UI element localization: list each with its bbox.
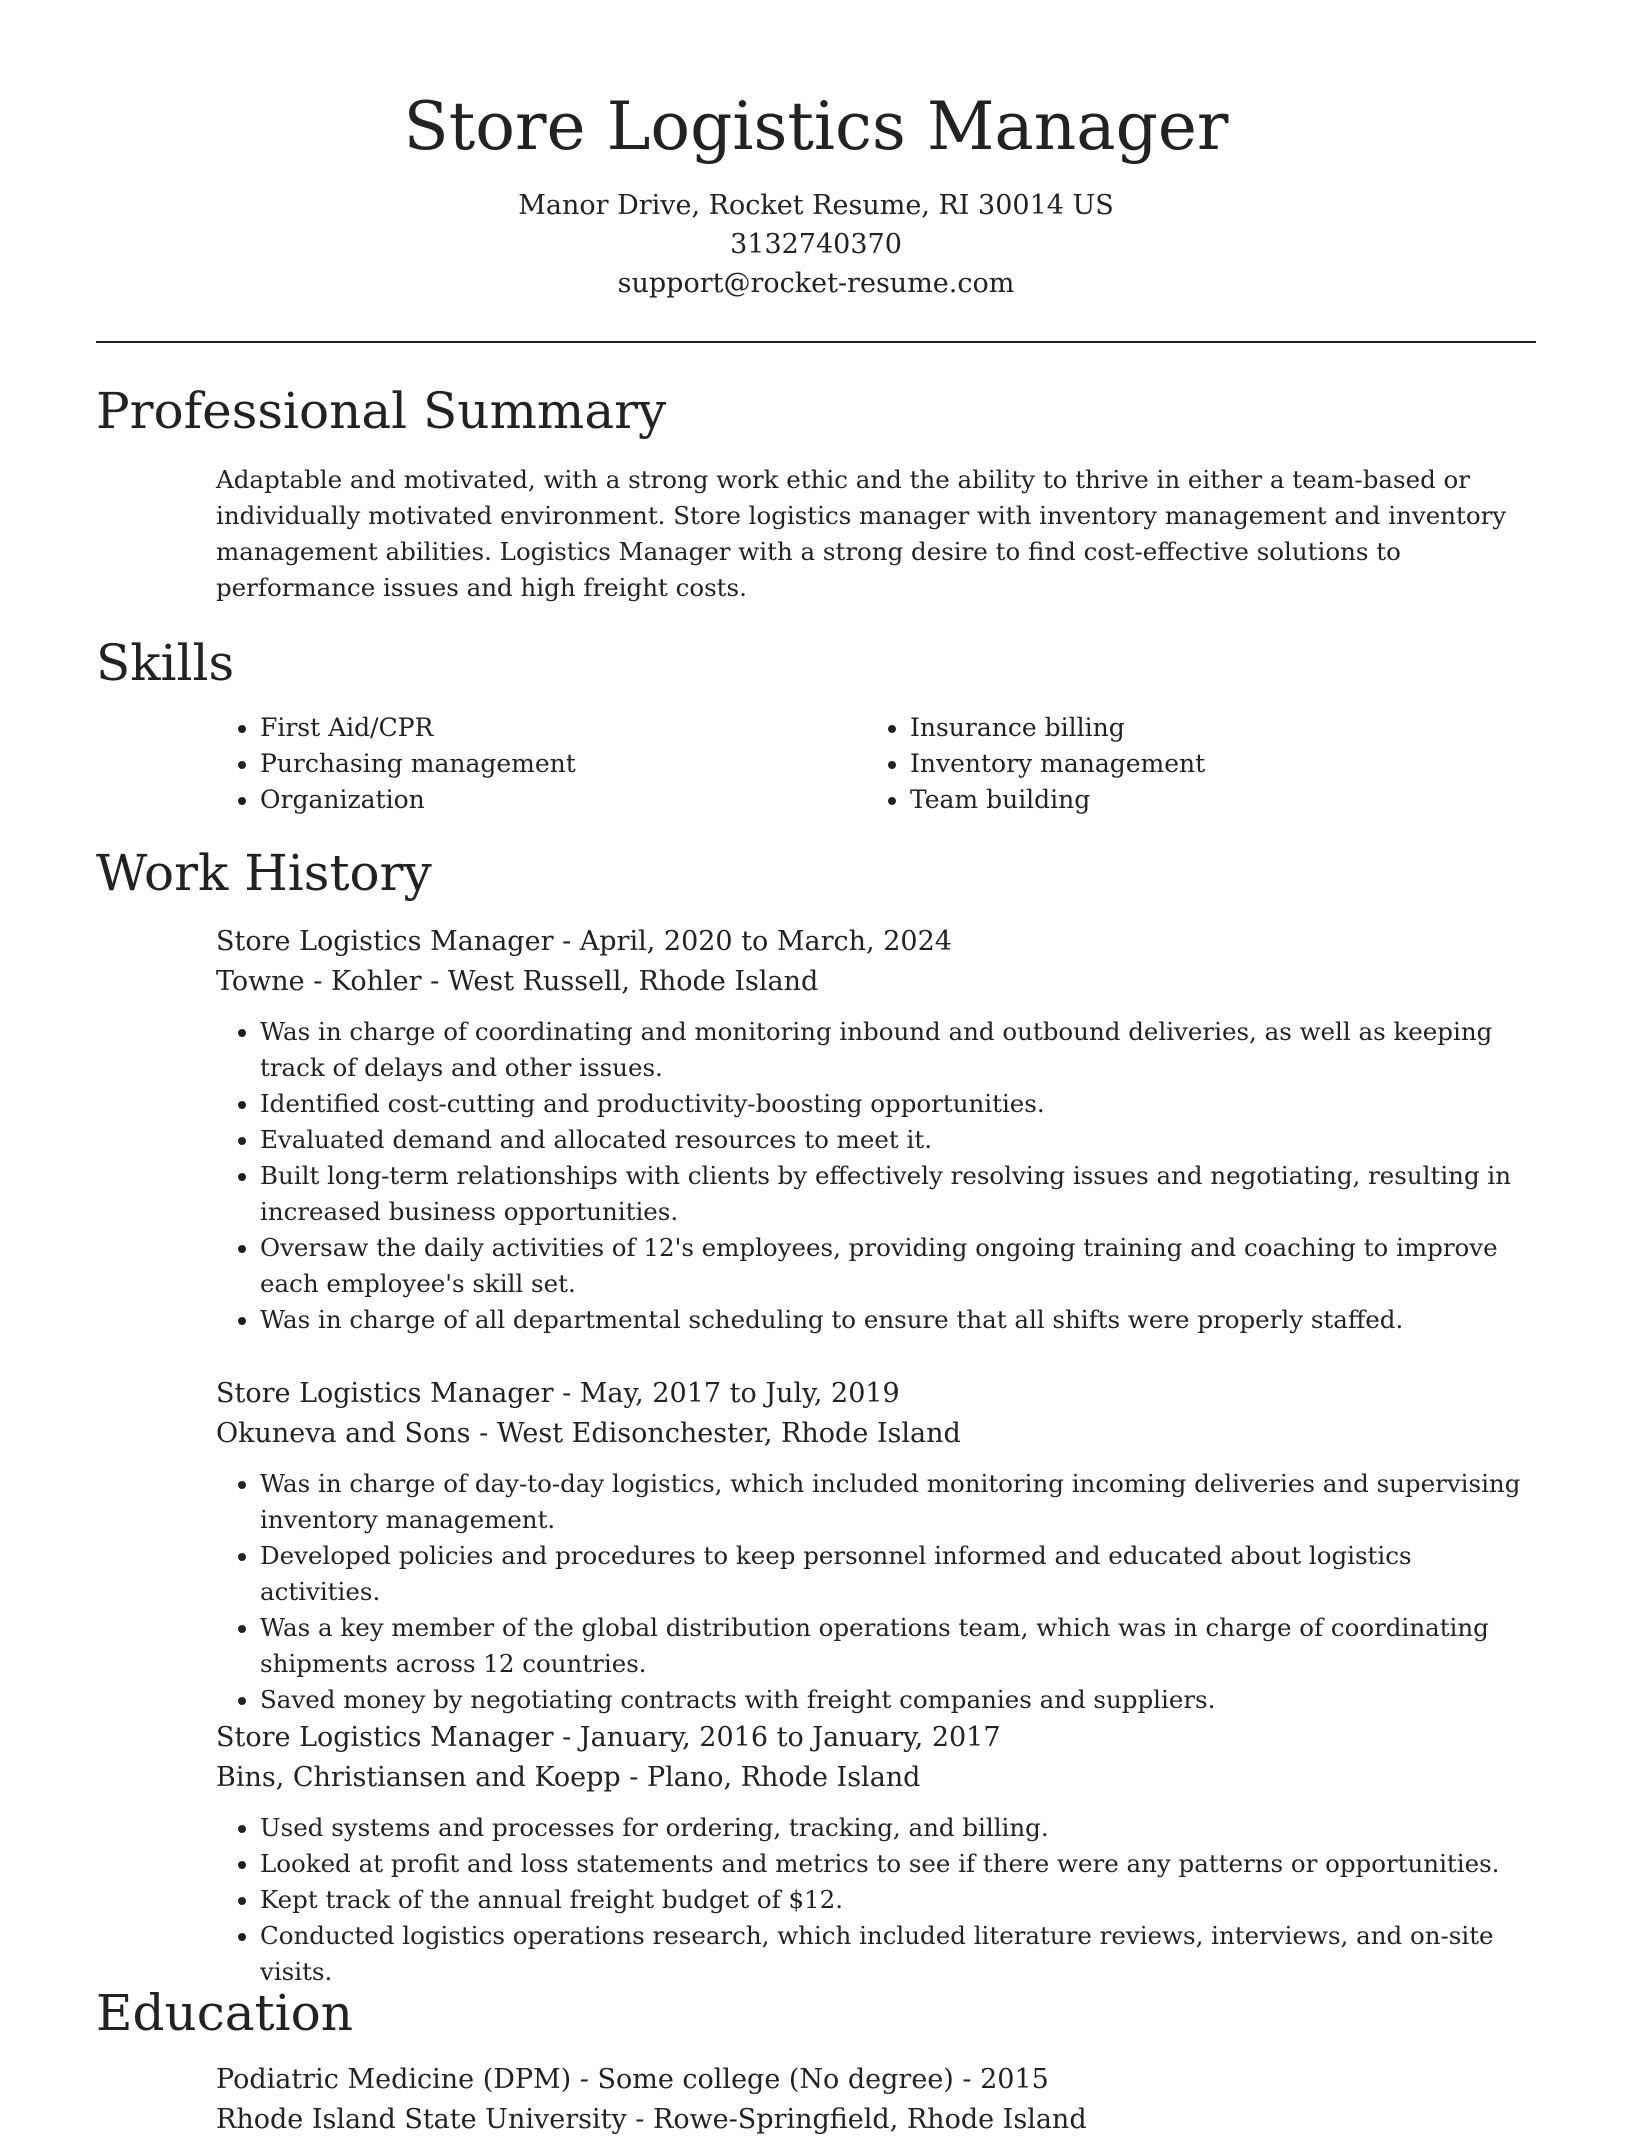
job-bullet: • Saved money by negotiating contracts with freight companies and suppliers. — [260, 1682, 1536, 1718]
work-history-heading: Work History — [96, 844, 432, 902]
education-entry — [216, 2060, 1536, 2140]
education-details: - Some college (No degree) - 2015 — [571, 2064, 1049, 2095]
job-location: - Plano, Rhode Island — [620, 1762, 921, 1793]
contact-block — [0, 186, 1632, 303]
education-degree-line — [216, 2060, 1536, 2100]
skill-item: • Purchasing management — [260, 746, 576, 782]
education-degree: Podiatric Medicine (DPM) — [216, 2064, 572, 2095]
job-entry — [216, 922, 1536, 1338]
job-bullet: • Built long-term relationships with clients by effectively resolving issues and negotiating, resulting in increased business opportunities. — [260, 1158, 1536, 1230]
job-company: Towne - Kohler — [216, 966, 422, 997]
skill-item: • Organization — [260, 782, 576, 818]
job-bullet: • Was in charge of day-to-day logistics, which included monitoring incoming deliveries and supervising inventory management. — [260, 1466, 1536, 1538]
job-dates: - May, 2017 to July, 2019 — [553, 1378, 900, 1409]
skill-item: • Inventory management — [910, 746, 1205, 782]
education-school: Rhode Island State University — [216, 2104, 627, 2135]
contact-address: Manor Drive, Rocket Resume, RI 30014 US — [518, 190, 1114, 221]
job-bullets — [216, 1466, 1536, 1718]
contact-email: support@rocket-resume.com — [617, 268, 1015, 299]
job-company: Bins, Christiansen and Koepp — [216, 1762, 621, 1793]
job-bullet: • Kept track of the annual freight budget of $12. — [260, 1882, 1536, 1918]
job-dates: - January, 2016 to January, 2017 — [553, 1722, 1001, 1753]
job-bullet: • Was a key member of the global distribution operations team, which was in charge of coordinating shipments across 12 countries. — [260, 1610, 1536, 1682]
job-bullet: • Evaluated demand and allocated resources to meet it. — [260, 1122, 1536, 1158]
skills-heading: Skills — [96, 634, 235, 692]
skill-item: • Team building — [910, 782, 1205, 818]
job-bullet: • Looked at profit and loss statements and metrics to see if there were any patterns or opportunities. — [260, 1846, 1536, 1882]
resume-header — [0, 0, 1632, 303]
education-school-location: - Rowe-Springfield, Rhode Island — [626, 2104, 1087, 2135]
job-company-line — [216, 1414, 1536, 1454]
job-bullet: • Developed policies and procedures to keep personnel informed and educated about logistics activities. — [260, 1538, 1536, 1610]
job-bullet: • Used systems and processes for ordering, tracking, and billing. — [260, 1810, 1536, 1846]
job-title-line — [216, 1374, 1536, 1414]
job-bullet: • Identified cost-cutting and productivity-boosting opportunities. — [260, 1086, 1536, 1122]
job-bullet: • Oversaw the daily activities of 12's employees, providing ongoing training and coaching to improve each employee's skill set. — [260, 1230, 1536, 1302]
summary-heading: Professional Summary — [96, 382, 667, 440]
header-divider — [96, 341, 1536, 343]
job-role: Store Logistics Manager — [216, 926, 554, 957]
job-location: - West Russell, Rhode Island — [421, 966, 819, 997]
job-company-line — [216, 962, 1536, 1002]
job-entry — [216, 1718, 1536, 1990]
job-bullet: • Conducted logistics operations research, which included literature reviews, interviews, and on-site visits. — [260, 1918, 1536, 1990]
education-heading: Education — [96, 1984, 353, 2042]
job-bullet: • Was in charge of coordinating and monitoring inbound and outbound deliveries, as well as keeping track of delays and other issues. — [260, 1014, 1536, 1086]
job-company-line — [216, 1758, 1536, 1798]
skills-list-left — [216, 710, 576, 818]
job-entry — [216, 1374, 1536, 1718]
education-school-line — [216, 2100, 1536, 2140]
job-role: Store Logistics Manager — [216, 1722, 554, 1753]
skill-item: • First Aid/CPR — [260, 710, 576, 746]
candidate-name: Store Logistics Manager — [403, 88, 1229, 165]
skill-item: • Insurance billing — [910, 710, 1205, 746]
job-dates: - April, 2020 to March, 2024 — [553, 926, 952, 957]
job-title-line — [216, 922, 1536, 962]
job-bullets — [216, 1014, 1536, 1338]
contact-phone: 3132740370 — [730, 229, 902, 260]
job-title-line — [216, 1718, 1536, 1758]
skills-list-right — [866, 710, 1205, 818]
job-bullet: • Was in charge of all departmental scheduling to ensure that all shifts were properly staffed. — [260, 1302, 1536, 1338]
summary-section — [216, 462, 1536, 606]
job-bullets — [216, 1810, 1536, 1990]
job-company: Okuneva and Sons — [216, 1418, 471, 1449]
job-role: Store Logistics Manager — [216, 1378, 554, 1409]
summary-text: Adaptable and motivated, with a strong work ethic and the ability to thrive in either a team-based or individually motivated environment. Store logistics manager with inventory management and inventory management abilities. Logistics Manager with a strong desire to find cost-effective solutions to performance issues and high freight costs. — [216, 465, 1507, 602]
job-location: - West Edisonchester, Rhode Island — [470, 1418, 961, 1449]
